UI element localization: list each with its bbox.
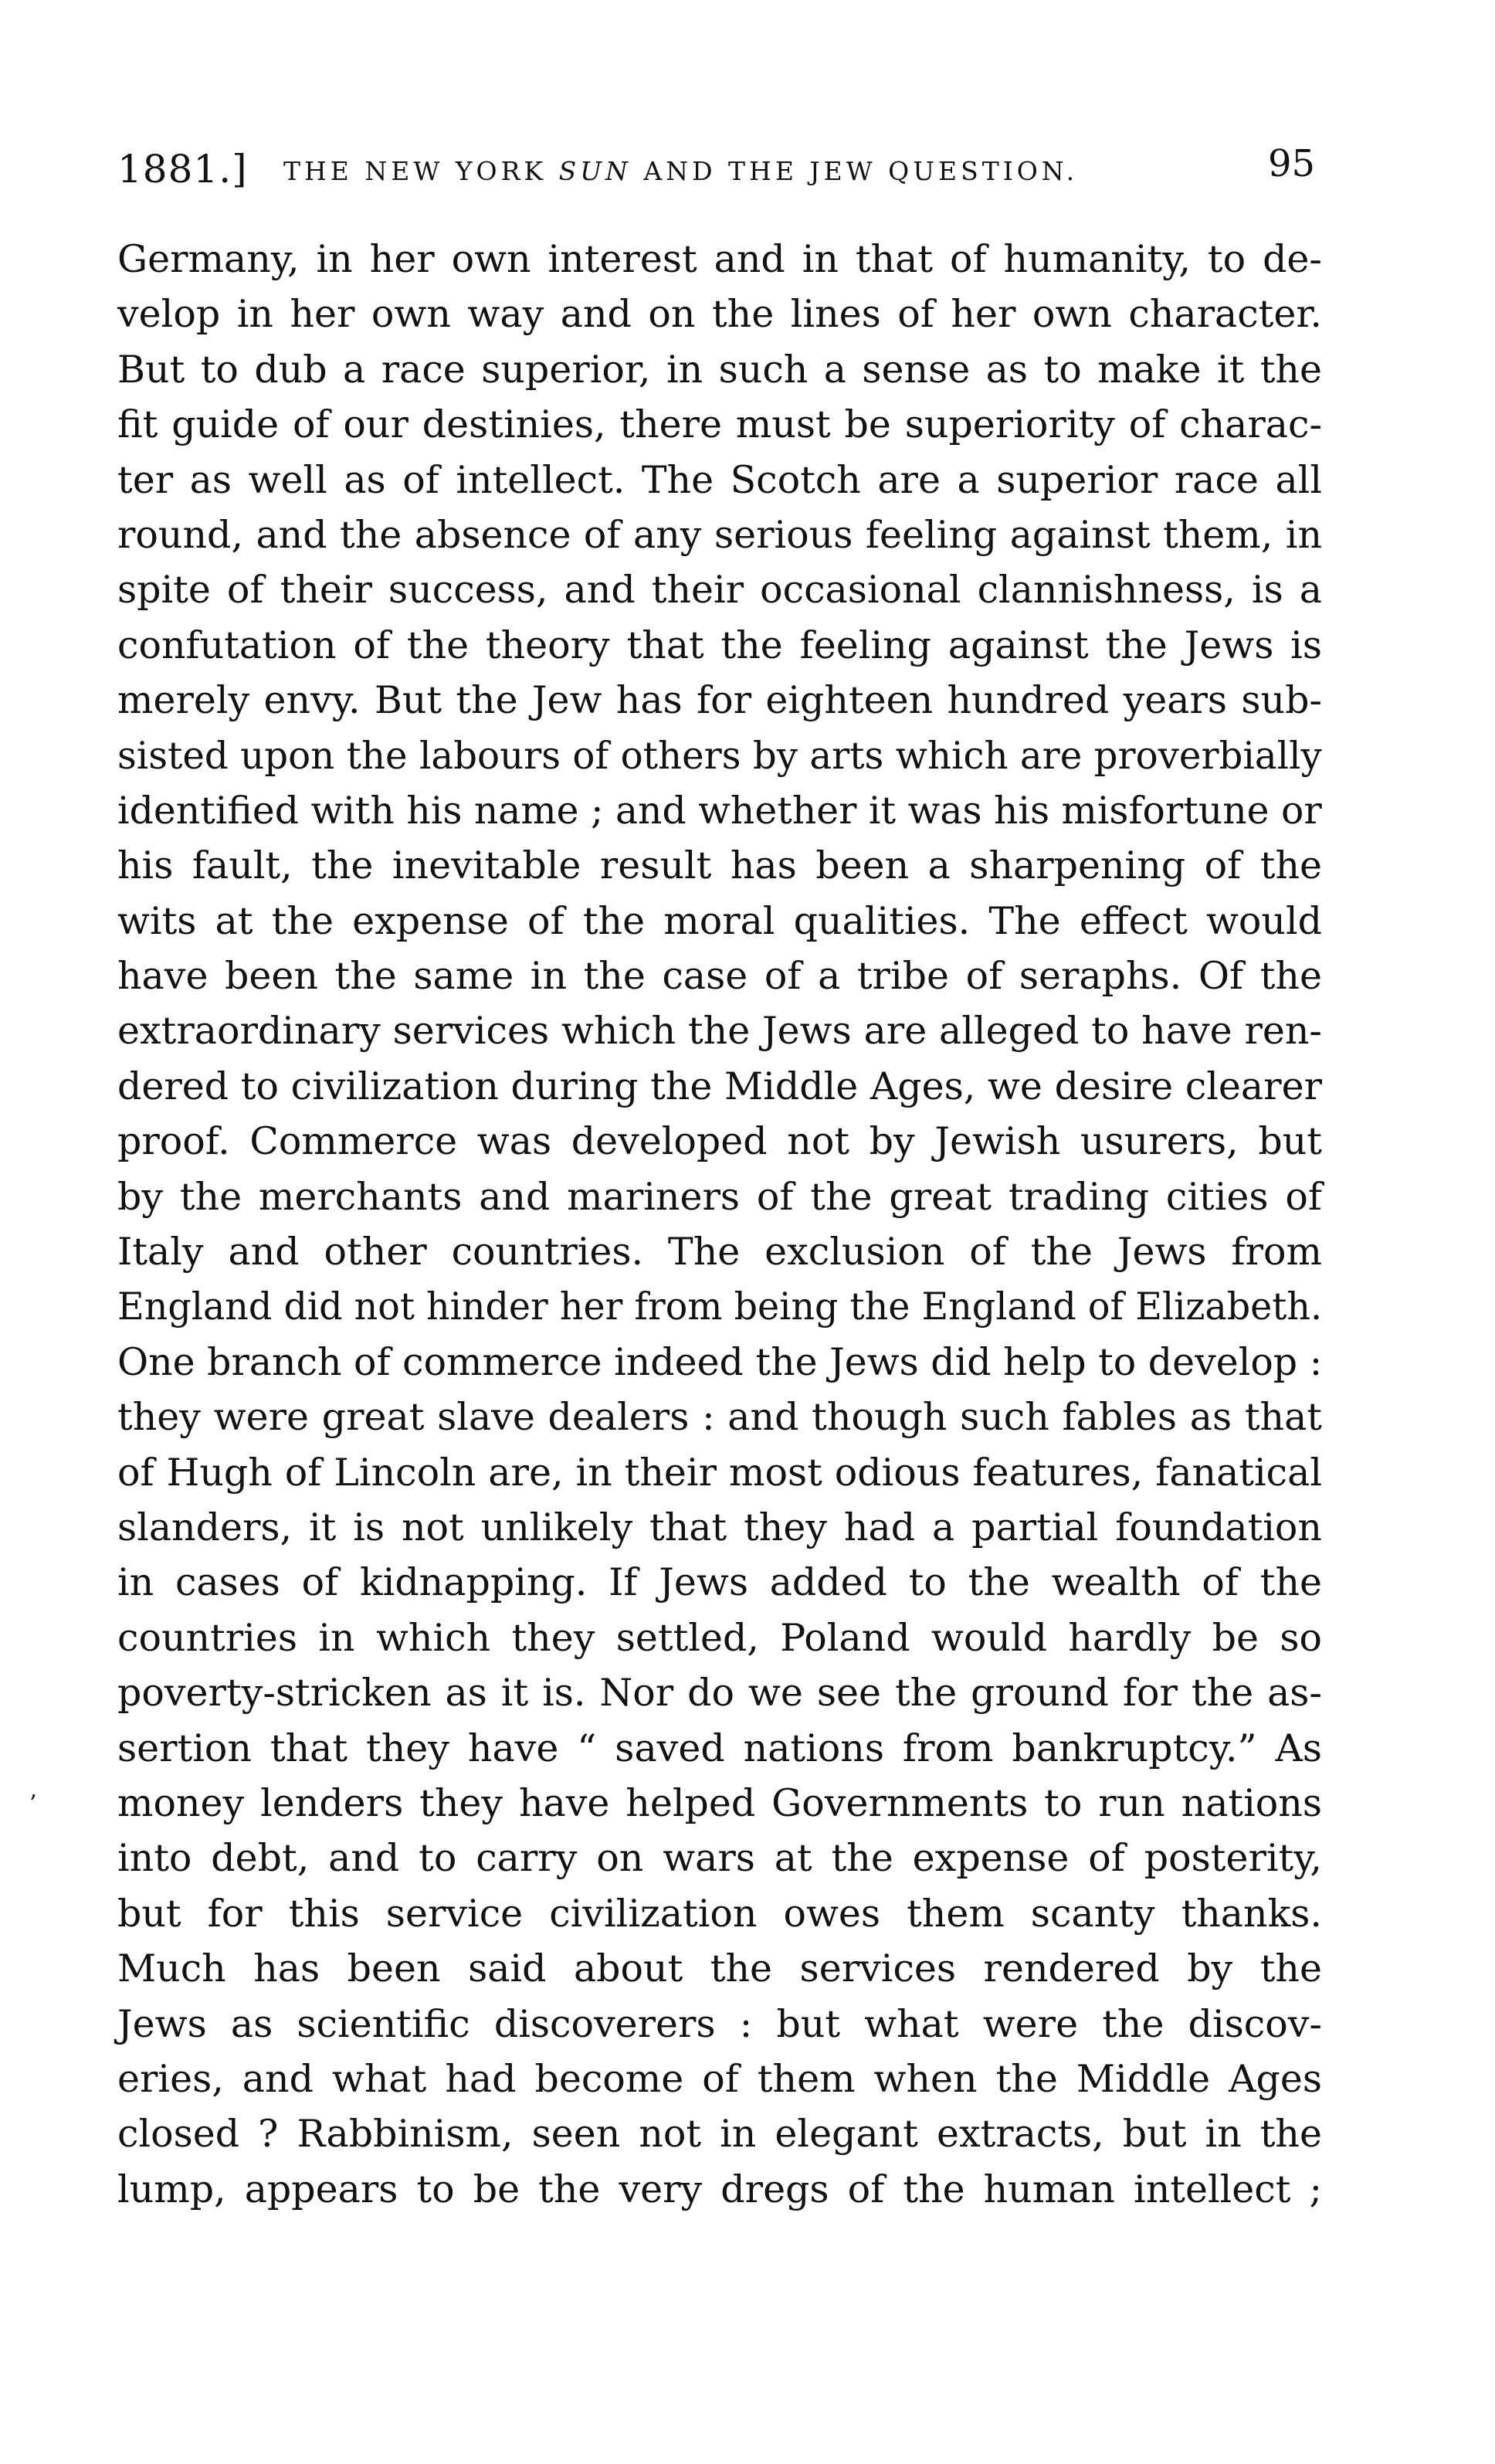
text-line: into debt, and to carry on wars at the expense of posterity,	[117, 1836, 1322, 1881]
text-line: dered to civilization during the Middle Ages, we desire clearer	[117, 1064, 1322, 1108]
text-line: have been the same in the case of a tribe of seraphs. Of the	[117, 954, 1322, 999]
body-text	[117, 232, 1322, 2217]
text-line: England did not hinder her from being the England of Elizabeth.	[117, 1285, 1323, 1329]
text-line: wits at the expense of the moral qualities. The effect would	[117, 898, 1322, 943]
text-line: slanders, it is not unlikely that they had a partial foundation	[117, 1505, 1322, 1549]
text-line: his fault, the inevitable result has been a sharpening of the	[117, 843, 1322, 888]
margin-mark: ’	[29, 1790, 37, 1817]
text-line: they were great slave dealers : and though such fables as that	[117, 1395, 1322, 1440]
text-line: fit guide of our destinies, there must be superiority of charac-	[117, 402, 1322, 447]
text-line: But to dub a race superior, in such a sense as to make it the	[117, 347, 1322, 392]
text-line: ter as well as of intellect. The Scotch are a superior race all	[117, 457, 1322, 502]
text-line: Germany, in her own interest and in that of humanity, to de-	[117, 237, 1322, 281]
text-line: but for this service civilization owes them scanty thanks.	[117, 1891, 1322, 1936]
text-line: proof. Commerce was developed not by Jewish usurers, but	[117, 1119, 1322, 1164]
text-line: Jews as scientific discoverers : but what were the discov-	[117, 2001, 1322, 2046]
text-line: sertion that they have “ saved nations from bankruptcy.” As	[117, 1726, 1322, 1770]
text-line: countries in which they settled, Poland would hardly be so	[117, 1615, 1322, 1660]
header-title-part1: THE NEW YORK	[283, 156, 547, 186]
text-line: One branch of commerce indeed the Jews did help to develop :	[117, 1339, 1323, 1384]
text-line: extraordinary services which the Jews are alleged to have ren-	[117, 1009, 1322, 1054]
text-line: identified with his name ; and whether it was his misfortune or	[117, 788, 1322, 833]
text-line: lump, appears to be the very dregs of the human intellect ;	[117, 2167, 1322, 2211]
text-line: merely envy. But the Jew has for eighteen hundred years sub-	[117, 678, 1322, 723]
text-line: velop in her own way and on the lines of her own character.	[117, 292, 1322, 337]
text-line: closed ? Rabbinism, seen not in elegant extracts, but in the	[117, 2112, 1322, 2157]
page-number: 95	[1268, 142, 1316, 185]
running-head	[117, 139, 1322, 209]
text-line: sisted upon the labours of others by arts which are proverbially	[117, 733, 1322, 778]
text-line: round, and the absence of any serious feeling against them, in	[117, 512, 1322, 557]
text-line: poverty-stricken as it is. Nor do we see the ground for the as-	[117, 1671, 1322, 1716]
text-line: Italy and other countries. The exclusion of the Jews from	[117, 1230, 1322, 1274]
text-line: money lenders they have helped Governments to run nations	[117, 1780, 1322, 1825]
text-line: confutation of the theory that the feeling against the Jews is	[117, 623, 1322, 667]
text-line: eries, and what had become of them when the Middle Ages	[117, 2056, 1322, 2101]
header-year: 1881.]	[117, 147, 248, 192]
text-line: of Hugh of Lincoln are, in their most odious features, fanatical	[117, 1450, 1322, 1495]
text-line: by the merchants and mariners of the great trading cities of	[117, 1174, 1322, 1219]
text-line: spite of their success, and their occasional clannishness, is a	[117, 568, 1322, 613]
header-title-part2: AND THE JEW QUESTION.	[643, 156, 1079, 186]
header-title	[283, 156, 1078, 186]
header-title-sun: SUN	[558, 156, 632, 186]
text-line: in cases of kidnapping. If Jews added to the wealth of the	[117, 1560, 1322, 1605]
text-line: Much has been said about the services rendered by the	[117, 1946, 1322, 1991]
